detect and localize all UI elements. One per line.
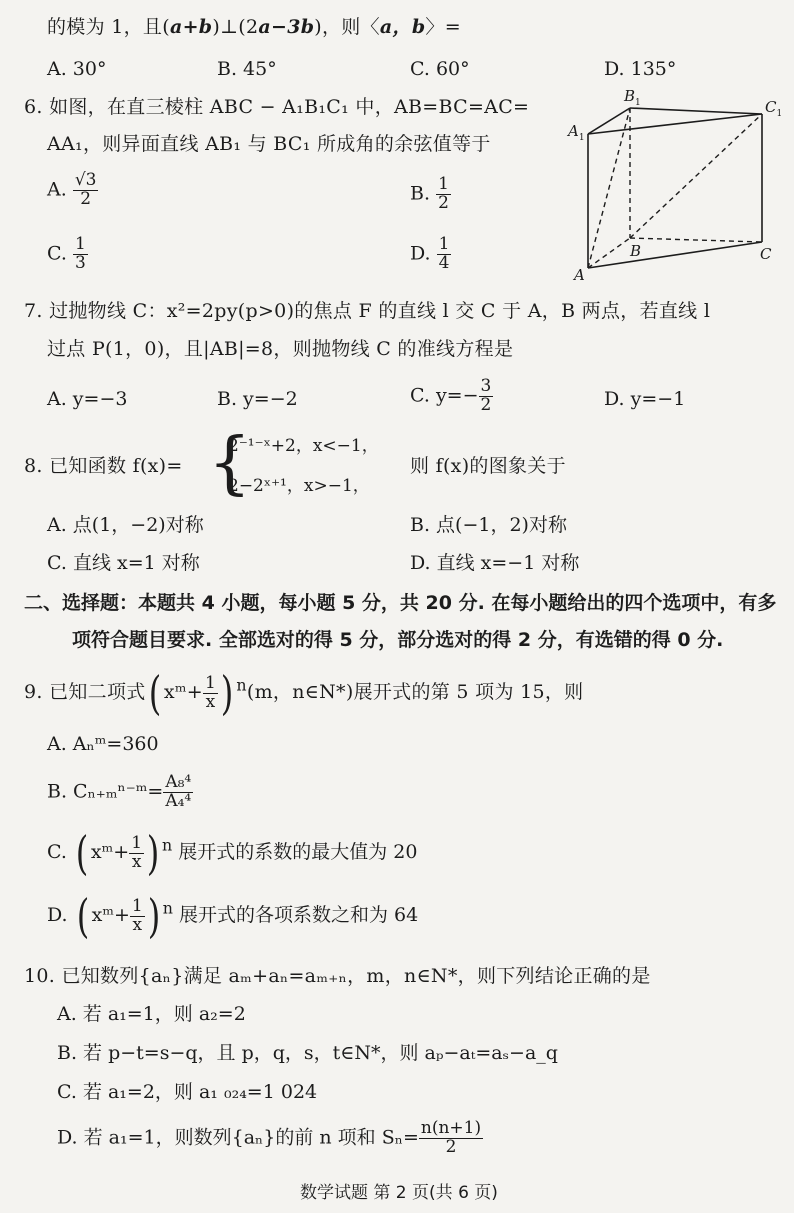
q9-paren-right: ) [220, 666, 234, 720]
q6-option-a[interactable] [47, 172, 98, 209]
section2-heading-line1: 二、选择题：本题共 4 小题，每小题 5 分，共 20 分. 在每小题给出的四个选项中，有多 [24, 592, 777, 614]
label-a: A [574, 266, 585, 284]
q7-option-c[interactable] [410, 378, 493, 415]
q8-prefix: 8. 已知函数 f(x)= [24, 455, 183, 477]
q10-option-c[interactable]: C. 若 a₁=2，则 a₁ ₀₂₄=1 024 [57, 1081, 318, 1103]
label-c1: $C_1$ [765, 98, 783, 119]
q9-paren-left: ( [148, 666, 162, 720]
q9-option-b-fraction [163, 774, 193, 811]
q5-continuation [47, 16, 461, 39]
q6-option-b[interactable] [410, 176, 451, 213]
q7-option-c-numerator: 3 [480, 376, 492, 396]
q9-option-d[interactable] [47, 889, 419, 943]
q5-vector-diff: a−3b [258, 16, 315, 38]
q5-vector-pair: a，b [379, 16, 426, 38]
q6-option-c[interactable] [47, 236, 88, 273]
q6-option-a-numerator: √3 [74, 170, 97, 190]
q9-xm: xᵐ+ [163, 681, 204, 703]
q8-option-a[interactable]: A. 点(1，−2)对称 [47, 514, 204, 536]
q9-d-fraction [130, 895, 145, 935]
q7-stem-line2: 过点 P(1，0)，且|AB|=8，则抛物线 C 的准线方程是 [47, 338, 514, 360]
q9-c-fraction [129, 832, 144, 872]
edge-b1c1 [630, 108, 762, 114]
q9-c-paren-left: ( [75, 826, 89, 880]
q10-option-b[interactable]: B. 若 p−t=s−q，且 p，q，s，t∈N*，则 aₚ−aₜ=aₛ−a_q [57, 1042, 558, 1064]
q6-option-d-numerator: 1 [438, 234, 450, 254]
q9-d-paren-left: ( [76, 889, 89, 943]
q5-option-d[interactable]: D. 135° [604, 58, 677, 80]
q9-option-c-text: 展开式的系数的最大值为 20 [178, 841, 418, 863]
q9-c-paren-right: ) [146, 826, 160, 880]
page-footer: 数学试题 第 2 页(共 6 页) [300, 1183, 498, 1203]
q9-option-b-denominator: A₄⁴ [165, 790, 192, 811]
q5-vector-sum: a+b [169, 16, 213, 38]
q6-stem-line2: AA₁，则异面直线 AB₁ 与 BC₁ 所成角的余弦值等于 [47, 133, 491, 155]
q7-option-d[interactable]: D. y=−1 [604, 388, 686, 410]
q7-option-c-denominator: 2 [480, 394, 492, 415]
prism-figure [562, 86, 794, 286]
edge-ab [588, 238, 630, 268]
label-a1: $A_1$ [568, 122, 585, 143]
q6-option-c-fraction [73, 236, 88, 273]
q6-option-d-label: D. [410, 242, 431, 265]
q6-option-b-numerator: 1 [438, 174, 449, 194]
q6-option-c-label: C. [47, 242, 67, 265]
q5-text-c: )⊥(2 [212, 16, 259, 38]
q10-option-d-fraction [419, 1120, 483, 1157]
q6-option-b-fraction [436, 176, 451, 213]
q5-option-c[interactable]: C. 60° [410, 58, 470, 80]
q9-d-xm: xᵐ+ [91, 904, 130, 926]
q10-option-d-denominator: 2 [445, 1136, 457, 1157]
q6-option-c-numerator: 1 [74, 234, 86, 254]
q7-stem-line1: 7. 过抛物线 C：x²=2py(p>0)的焦点 F 的直线 l 交 C 于 A，B 两点，若直线 l [24, 300, 711, 322]
q8-brace: { [208, 424, 252, 503]
q6-option-a-label: A. [47, 178, 67, 201]
label-b: B [630, 242, 642, 260]
label-c: C [760, 245, 772, 263]
q8-suffix: 则 f(x)的图象关于 [410, 455, 566, 477]
q9-c-fraction-den: x [131, 851, 142, 872]
q9-suffix: (m，n∈N*)展开式的第 5 项为 15，则 [246, 681, 584, 703]
q9-c-exponent: n [161, 835, 173, 855]
q9-fraction [203, 672, 218, 712]
q9-option-c-label: C. [47, 841, 67, 863]
q9-option-c[interactable] [47, 826, 418, 880]
q9-d-fraction-den: x [132, 914, 143, 935]
label-b1: $B_1$ [624, 87, 641, 108]
q9-d-exponent: n [162, 898, 173, 918]
q9-prefix: 9. 已知二项式 [24, 681, 146, 703]
edge-bc [630, 238, 762, 242]
q9-option-b[interactable] [47, 774, 193, 811]
q10-option-d[interactable] [57, 1120, 483, 1157]
q7-option-a[interactable]: A. y=−3 [47, 388, 128, 410]
q5-option-a[interactable]: A. 30° [47, 58, 107, 80]
q9-d-fraction-num: 1 [131, 895, 143, 916]
q8-option-d[interactable]: D. 直线 x=−1 对称 [410, 552, 580, 574]
q9-fraction-den: x [205, 691, 216, 712]
q9-exponent: n [236, 675, 247, 695]
q10-stem: 10. 已知数列{aₙ}满足 aₘ+aₙ=aₘ₊ₙ，m，n∈N*，则下列结论正确的是 [24, 965, 651, 987]
q7-option-c-fraction [479, 378, 494, 415]
q5-text-e: )，则〈 [314, 16, 380, 38]
q6-stem-line1: 6. 如图，在直三棱柱 ABC − A₁B₁C₁ 中，AB=BC=AC= [24, 96, 530, 118]
q10-option-a[interactable]: A. 若 a₁=1，则 a₂=2 [57, 1003, 246, 1025]
q8-case1: 2⁻¹⁻ˣ+2，x<−1， [228, 436, 379, 456]
q6-option-d-denominator: 4 [438, 252, 450, 273]
q5-text-a: 的模为 1，且( [47, 16, 170, 38]
q9-option-b-numerator: A₈⁴ [165, 772, 192, 792]
q9-stem [24, 666, 584, 720]
q5-option-b[interactable]: B. 45° [217, 58, 277, 80]
section2-heading-line2: 项符合题目要求. 全部选对的得 5 分，部分选对的得 2 分，有选错的得 0 分. [72, 629, 724, 651]
q6-option-a-fraction [73, 172, 99, 209]
q8-option-b[interactable]: B. 点(−1，2)对称 [410, 514, 567, 536]
q5-text-g: 〉= [425, 16, 461, 38]
q8-option-c[interactable]: C. 直线 x=1 对称 [47, 552, 200, 574]
segment-bc1 [630, 114, 762, 238]
q9-option-d-text: 展开式的各项系数之和为 64 [178, 904, 419, 926]
q6-option-a-denominator: 2 [80, 188, 92, 209]
q9-fraction-num: 1 [205, 672, 217, 693]
q6-option-c-denominator: 3 [74, 252, 86, 273]
q9-d-paren-right: ) [147, 889, 160, 943]
q7-option-c-text: C. y=− [410, 384, 479, 407]
q10-option-d-text: D. 若 a₁=1，则数列{aₙ}的前 n 项和 Sₙ= [57, 1126, 419, 1149]
q9-c-fraction-num: 1 [131, 832, 143, 853]
q6-option-b-label: B. [410, 182, 431, 205]
q10-option-d-numerator: n(n+1) [420, 1118, 482, 1138]
q9-option-b-text: B. Cₙ₊ₘⁿ⁻ᵐ= [47, 780, 164, 803]
q6-option-d-fraction [437, 236, 452, 273]
edge-ac [588, 242, 762, 268]
q9-option-a[interactable]: A. Aₙᵐ=360 [47, 733, 159, 755]
q7-option-b[interactable]: B. y=−2 [217, 388, 298, 410]
q9-c-xm: xᵐ+ [90, 841, 130, 863]
q9-option-d-label: D. [47, 904, 68, 926]
q8-case2: 2−2ˣ⁺¹，x>−1， [228, 476, 370, 496]
q6-option-d[interactable] [410, 236, 451, 273]
q6-option-b-denominator: 2 [438, 192, 449, 213]
